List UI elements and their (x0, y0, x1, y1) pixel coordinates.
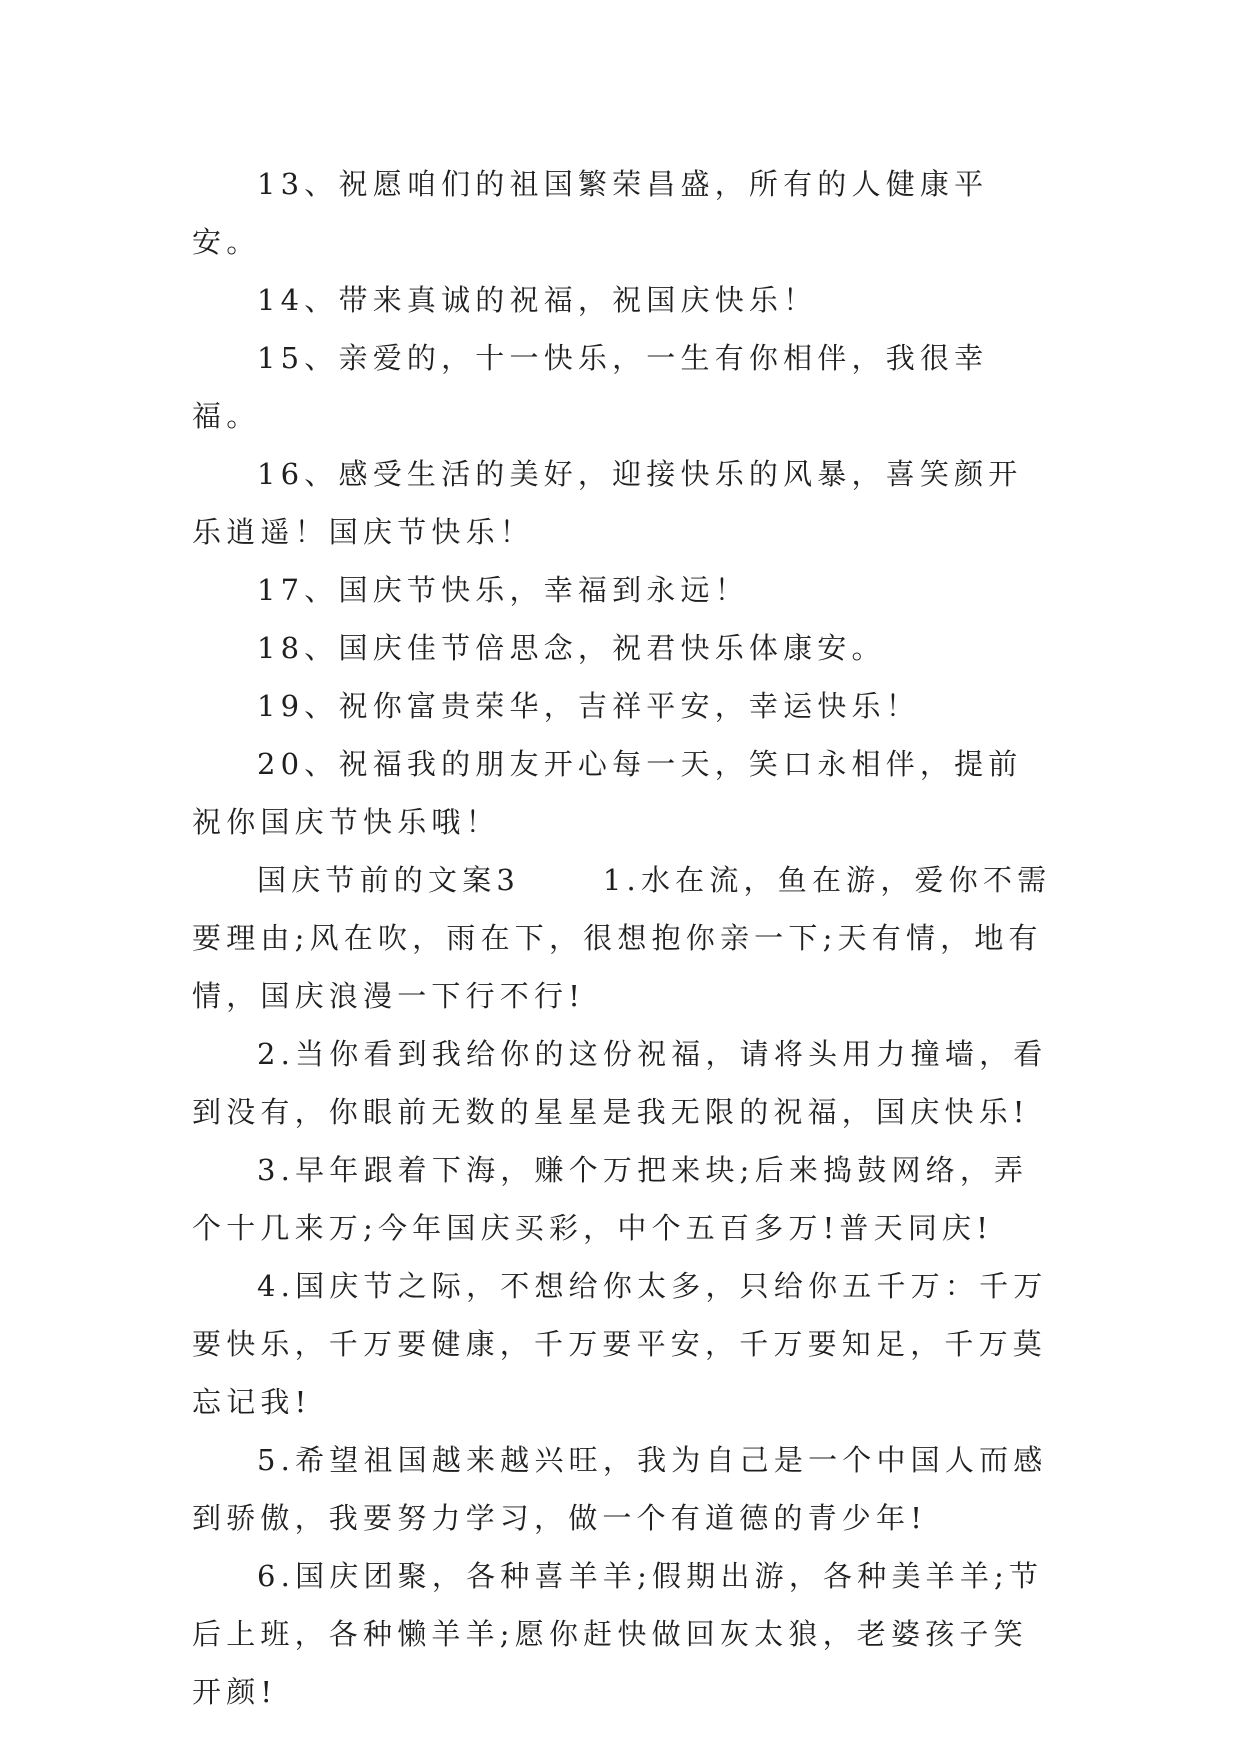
paragraph: 16、感受生活的美好，迎接快乐的风暴，喜笑颜开乐逍遥！国庆节快乐！ (192, 457, 1023, 549)
paragraph: 19、祝你富贵荣华，吉祥平安，幸运快乐！ (257, 689, 920, 723)
paragraph: 4.国庆节之际，不想给你太多，只给你五千万：千万要快乐，千万要健康，千万要平安，千万要知足，千万莫忘记我! (192, 1269, 1048, 1419)
paragraph: 13、祝愿咱们的祖国繁荣昌盛，所有的人健康平安。 (192, 167, 989, 259)
paragraph: 2.当你看到我给你的这份祝福，请将头用力撞墙，看到没有，你眼前无数的星星是我无限的祝福，国庆快乐! (192, 1037, 1048, 1129)
paragraph: 18、国庆佳节倍思念，祝君快乐体康安。 (257, 631, 886, 665)
paragraph: 6.国庆团聚，各种喜羊羊;假期出游，各种美羊羊;节后上班，各种懒羊羊;愿你赶快做回灰太狼，老婆孩子笑开颜! (192, 1559, 1044, 1709)
section-heading-paragraph: 国庆节前的文案3 1.水在流，鱼在游，爱你不需要理由;风在吹，雨在下，很想抱你亲一下;天有情，地有情，国庆浪漫一下行不行! (192, 863, 1052, 1013)
paragraph: 15、亲爱的，十一快乐，一生有你相伴，我很幸福。 (192, 341, 989, 433)
paragraph: 5.希望祖国越来越兴旺，我为自己是一个中国人而感到骄傲，我要努力学习，做一个有道德的青少年! (192, 1443, 1048, 1535)
paragraph: 17、国庆节快乐，幸福到永远！ (257, 573, 749, 607)
paragraph: 3.早年跟着下海，赚个万把来块;后来捣鼓网络，弄个十几来万;今年国庆买彩，中个五百多万!普天同庆! (192, 1153, 1029, 1245)
paragraph: 14、带来真诚的祝福，祝国庆快乐！ (257, 283, 818, 317)
paragraph: 20、祝福我的朋友开心每一天，笑口永相伴，提前祝你国庆节快乐哦！ (192, 747, 1023, 839)
document-body (192, 155, 1052, 1721)
